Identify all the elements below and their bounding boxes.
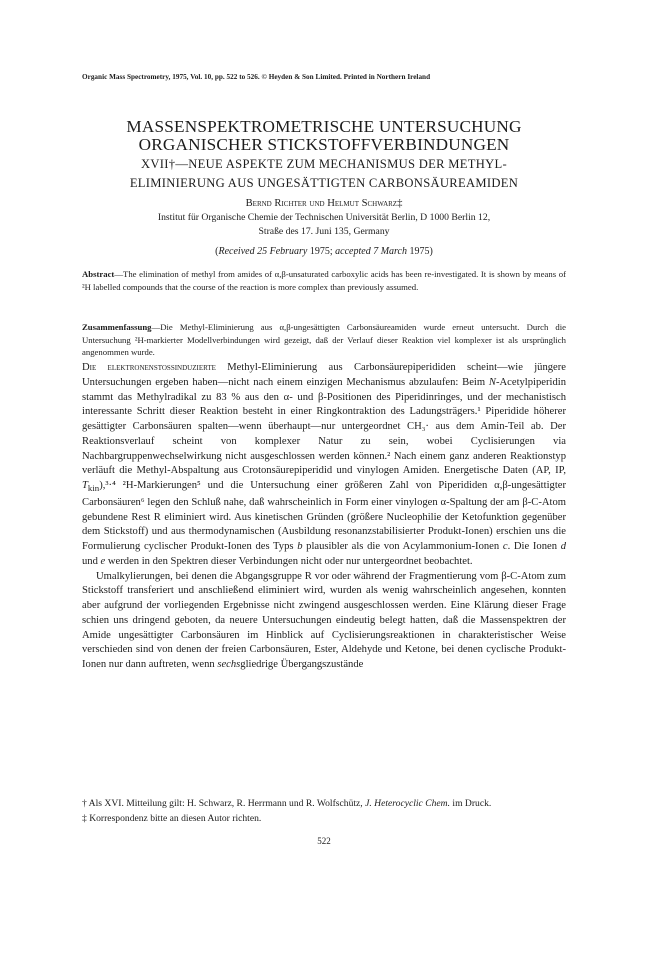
- footnote-1-text: † Als XVI. Mitteilung gilt: H. Schwarz, R. Herrmann und R. Wolfschütz,: [82, 798, 366, 809]
- paragraph-1-lead: Die elektronenstoßinduzierte: [82, 362, 216, 373]
- footnote-1: [82, 797, 566, 810]
- footnotes: [82, 797, 566, 825]
- received-open: (: [215, 246, 219, 257]
- accepted-label: accepted: [335, 246, 371, 257]
- footnote-1-tail: im Druck.: [450, 798, 492, 809]
- abstract-german: [82, 321, 566, 359]
- footnote-2: ‡ Korrespondenz bitte an diesen Autor richten.: [82, 813, 262, 824]
- p1-italic-n: N: [488, 376, 496, 388]
- affiliation-line-2: Straße des 17. Juni 135, Germany: [258, 226, 390, 237]
- p1-text-d: plausibler als die von Acylammonium-Ionen: [302, 541, 503, 553]
- p2-text-a: Umalkylierungen, bei denen die Abgangsgruppe R vor oder während der Fragmentierung vom β-C-Atom zum Stickstoff transferiert und anschließend eliminiert wird, wurden als wenig wahrscheinlich angesehen, konnten aber aufgrund der vorliegenden Ergebnisse nicht zwingend ausgeschlossen werden. Eine Klärung dieser Frage schien uns dringend geboten, da neuere Untersuchungen eindeutig belegt hatten, daß die Massenspektren der Amide ungesättigter Carbonsäuren im Hinblick auf Cyclisierungsreaktionen in charakteristischer Weise verschieden sind von denen der freien Carbonsäuren, Ester, Aldehyde und Ketone, bei denen cyclische Produkt-Ionen nur dann auftreten, wenn: [82, 570, 566, 671]
- accepted-date: 7 March: [373, 246, 407, 257]
- running-head: Organic Mass Spectrometry, 1975, Vol. 10, pp. 522 to 526. © Heyden & Son Limited. Printed in Northern Ireland: [82, 73, 431, 81]
- subtitle-line-1: XVII†—NEUE ASPEKTE ZUM MECHANISMUS DER METHYL-: [140, 157, 508, 171]
- p1-text-a: Methyl-Eliminierung aus Carbonsäurepiperididen scheint—wie jüngere Untersuchungen ergeben haben—nicht nach einem einzigen Mechanismus abzulaufen: Beim: [82, 362, 566, 388]
- author-line: [66, 197, 582, 211]
- p1-text-b: -Acetylpiperidin stammt das Methylradikal zu 83 % aus den α- und β-Positionen des Piperidinringes, und der mechanistisch interessante Schritt dieser Reaktion besteht in einer Ringkontraktion des Ladungsträgers.¹ Piperidide höherer gesättigter Carbonsäuren spalten—wenn überhaupt—nur untergeordnet CH₃· aus dem Amin-Teil ab. Der Reaktionsverlauf scheint von komplexer Natur zu sein, wobei Cyclisierungen via Nachbargruppenwechselwirkung nicht ausgeschlossen werden können.² Nach einem ganz anderen Reaktionstyp verläuft die Methyl-Abspaltung aus Crotonsäurepiperidid und vinylogen Amiden. Energetische Daten (AP, IP,: [82, 376, 566, 477]
- author-conjunction: und: [309, 198, 325, 209]
- affiliation-line-1: Institut für Organische Chemie der Technischen Universität Berlin, D 1000 Berlin 12,: [157, 212, 491, 223]
- accepted-year: 1975): [409, 246, 433, 257]
- p1-text-g: werden in den Spektren dieser Verbindungen nicht oder nur untergeordnet beobachtet.: [105, 555, 473, 567]
- p1-text-e: . Die Ionen: [507, 541, 561, 553]
- subtitle-line-2: ELIMINIERUNG AUS UNGESÄTTIGTEN CARBONSÄUREAMIDEN: [129, 176, 519, 190]
- abstract-lead: Abstract: [82, 269, 115, 279]
- author-1: Bernd Richter: [245, 198, 307, 209]
- p2-italic-sechs: sechs: [217, 659, 241, 671]
- received-date: 25 February: [257, 246, 308, 257]
- zusammenfassung-text: —Die Methyl-Eliminierung aus α,β-ungesättigten Carbonsäureamiden wurde erneut untersucht. Durch die Untersuchung ²H-markierter Modellverbindungen wird gezeigt, daß der Verlauf dieser Reaktion viel komplexer ist als ursprünglich angenommen wurde.: [82, 322, 566, 357]
- p1-italic-t: T: [82, 480, 88, 491]
- title-line-1: MASSENSPEKTROMETRISCHE UNTERSUCHUNG: [126, 117, 522, 136]
- received-line: [66, 245, 582, 259]
- title-line-2: ORGANISCHER STICKSTOFFVERBINDUNGEN: [138, 135, 510, 154]
- p1-sub-kin: kin: [87, 483, 100, 494]
- author-2: Helmut Schwarz‡: [327, 198, 403, 209]
- page-number: 522: [317, 836, 331, 846]
- p1-italic-e: e: [100, 555, 106, 567]
- p1-italic-d: d: [560, 541, 566, 553]
- paragraph-1: [82, 361, 566, 570]
- p1-text-f: und: [82, 555, 101, 567]
- p1-italic-c: c: [502, 541, 508, 553]
- title-block: [66, 118, 582, 259]
- p2-text-b: gliedrige Übergangszustände: [240, 659, 364, 671]
- body-text: [82, 361, 566, 673]
- footnote-1-journal: J. Heterocyclic Chem.: [365, 798, 450, 809]
- abstract-text: —The elimination of methyl from amides of α,β-unsaturated carboxylic acids has been re-investigated. It is shown by means of ²H labelled compounds that the course of the reaction is more complex than previously assumed.: [82, 269, 566, 292]
- p1-italic-b: b: [297, 541, 303, 553]
- received-year: 1975;: [309, 246, 333, 257]
- p1-text-c: ),³·⁴ ²H-Markierungen⁵ und die Untersuchung einer größeren Zahl von Piperididen α,β-ungesättigter Carbonsäuren⁶ legen den Schluß nahe, daß wahrscheinlich in Form einer vinylogen α-Spaltung der am β-C-Atom gebundene Rest R eliminiert wird. Aus kinetischen Gründen (größere Nucleophilie der Ketofunktion gegenüber dem Stickstoff) und aus thermodynamischen (Ausbildung resonanzstabilisierter Produkt-Ionen) erschien uns die Formulierung cyclischer Produkt-Ionen des Typs: [82, 480, 566, 553]
- zusammenfassung-lead: Zusammenfassung: [82, 322, 152, 332]
- abstract-english: [82, 268, 566, 293]
- paragraph-2: [82, 570, 566, 673]
- received-label: Received: [218, 246, 255, 257]
